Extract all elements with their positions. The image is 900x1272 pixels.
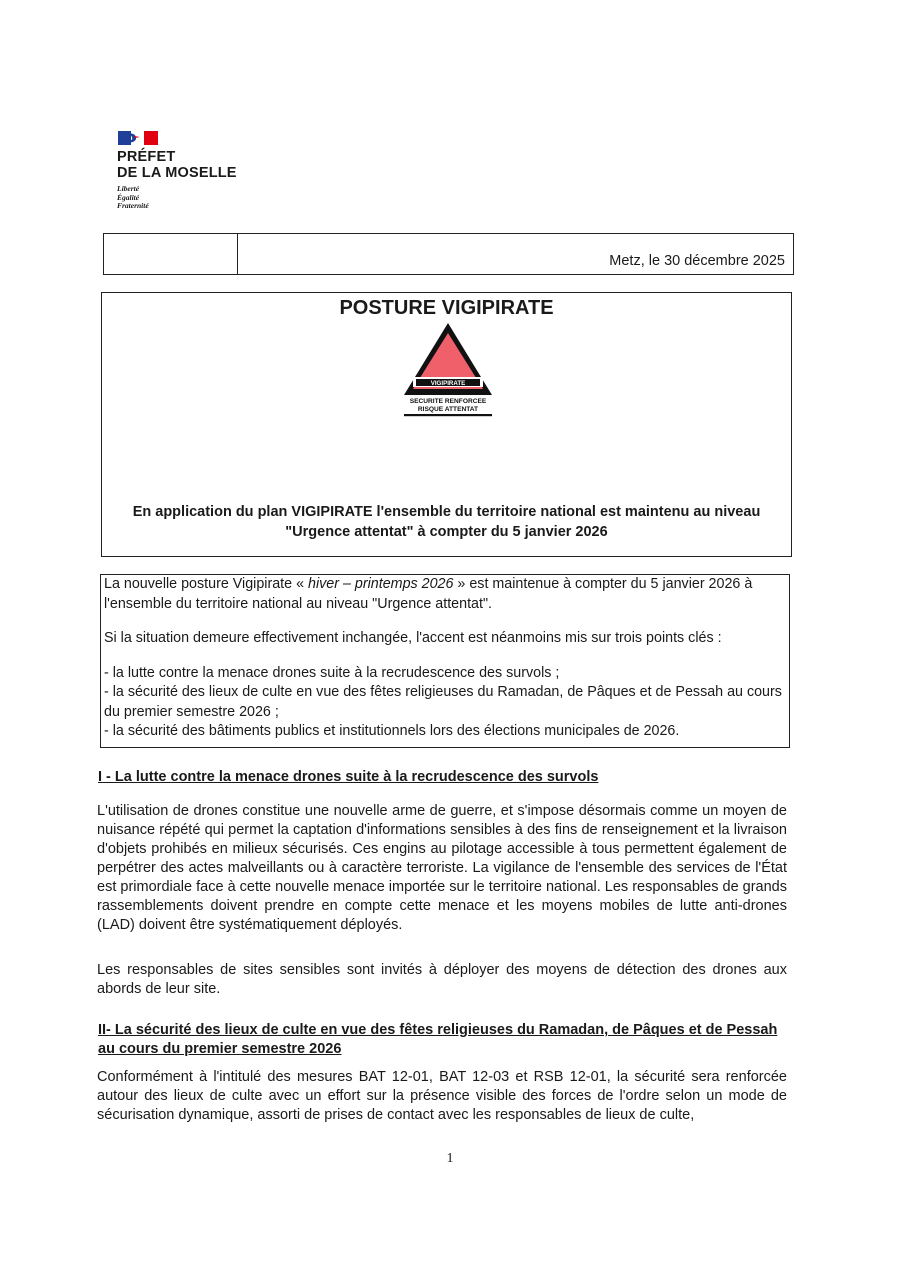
motto-fraternite: Fraternité — [117, 201, 149, 210]
prefet-line-1: PRÉFET — [117, 149, 176, 165]
posture-title: POSTURE VIGIPIRATE — [339, 297, 554, 319]
prefet-line-2: DE LA MOSELLE — [117, 165, 237, 181]
box-divider — [237, 234, 238, 274]
prefecture-name — [117, 149, 237, 181]
intro-bullet-3: - la sécurité des bâtiments publics et institutionnels lors des élections municipales de 2026. — [104, 723, 680, 739]
application-line-2: "Urgence attentat" à compter du 5 janvier 2026 — [285, 524, 608, 540]
vigipirate-logo-icon — [400, 321, 496, 419]
logo-level-line-2: RISQUE ATTENTAT — [417, 406, 479, 413]
page-number: 1 — [446, 1151, 454, 1166]
republic-motto — [117, 185, 149, 211]
intro-paragraph-1 — [101, 575, 789, 614]
intro-bullet-1: - la lutte contre la menace drones suite à la recrudescence des survols ; — [104, 664, 560, 681]
section-1-heading: I - La lutte contre la menace drones suite à la recrudescence des survols — [98, 769, 599, 785]
intro-p1-season: hiver – printemps 2026 — [308, 576, 454, 592]
posture-box — [101, 292, 792, 557]
intro-paragraph-2: Si la situation demeure effectivement inchangée, l'accent est néanmoins mis sur trois points clés : — [104, 630, 722, 646]
application-line-1: En application du plan VIGIPIRATE l'ensemble du territoire national est maintenu au niveau — [132, 504, 761, 520]
intro-p1-end: » est maintenue à compter du 5 janvier 2026 à l'ensemble du territoire national au niveau "Urgence attentat". — [104, 576, 753, 612]
section-1-paragraph-1: L'utilisation de drones constitue une nouvelle arme de guerre, et s'impose désormais comme un moyen de nuisance répété qui permet la captation d'informations sensibles à des fins de renseignement et la livraison d'objets prohibés en milieux sécurisés. Ces engins au pilotage accessible à tous permettent également de perpétrer des actes malveillants ou à caractère terroriste. La vigilance de l'ensemble des services de l'État est primordiale face à cette nouvelle menace importée sur le territoire national. Les responsables de grands rassemblements doivent prendre en compte cette menace et les moyens mobiles de lutte anti-drones (LAD) doivent être systématiquement déployés. — [97, 803, 787, 933]
logo-band-text: VIGIPIRATE — [430, 380, 466, 387]
motto-egalite: Égalité — [117, 192, 140, 202]
document-date: Metz, le 30 décembre 2025 — [609, 253, 785, 269]
intro-bullet-2: - la sécurité des lieux de culte en vue des fêtes religieuses du Ramadan, de Pâques et de Pessah au cours du premier semestre 2026 ; — [104, 684, 782, 720]
marianne-flag-icon — [118, 131, 158, 145]
section-2-paragraph-1: Conformément à l'intitulé des mesures BAT 12-01, BAT 12-03 et RSB 12-01, la sécurité sera renforcée autour des lieux de culte avec un effort sur la présence visible des forces de l'ordre selon un mode de sécurisation dynamique, assorti de prises de contact avec les responsables de lieux de culte, — [97, 1069, 787, 1123]
intro-box — [100, 574, 790, 748]
motto-liberte: Liberté — [117, 184, 140, 193]
application-statement — [102, 502, 791, 542]
reference-date-box — [103, 233, 794, 275]
section-2-heading: II- La sécurité des lieux de culte en vue des fêtes religieuses du Ramadan, de Pâques et de Pessah au cours du premier semestre 2026 — [98, 1022, 778, 1057]
logo-level-line-1: SECURITE RENFORCEE — [409, 398, 487, 405]
intro-p1-start: La nouvelle posture Vigipirate « — [104, 576, 309, 592]
section-1-paragraph-2: Les responsables de sites sensibles sont invités à déployer des moyens de détection des drones aux abords de leur site. — [97, 962, 787, 997]
